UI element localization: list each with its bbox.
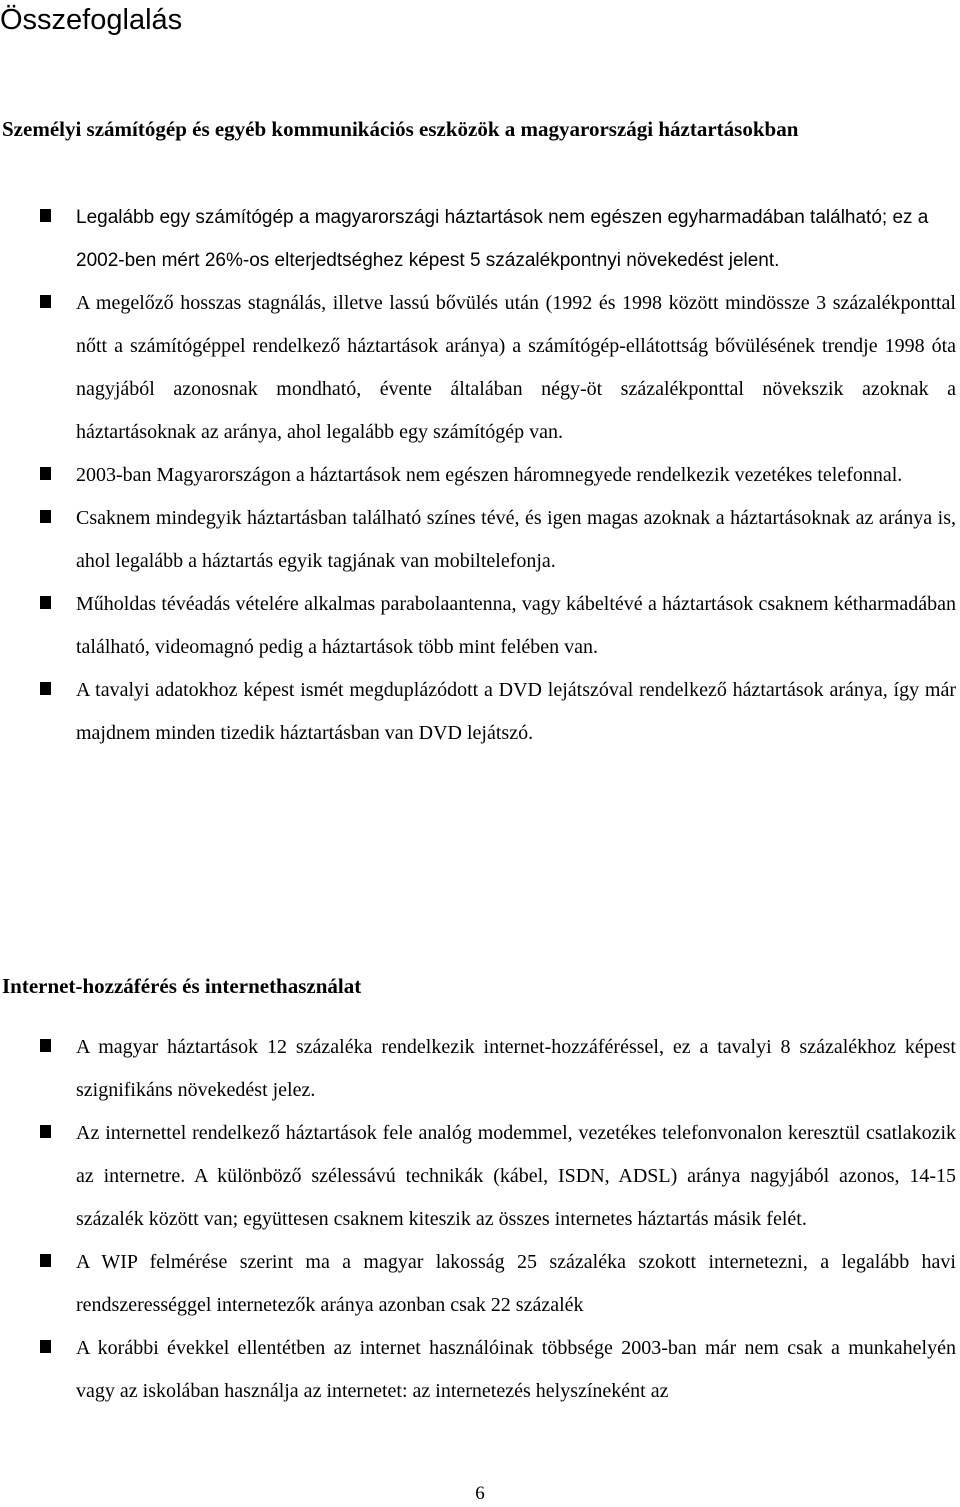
list-item-text: A magyar háztartások 12 százaléka rendelkezik internet-hozzáféréssel, ez a tavalyi 8 százalékhoz képest szignifikáns növekedést jelez. [76, 1036, 956, 1101]
list-item [0, 196, 956, 282]
list-item [0, 583, 956, 669]
list-item-text: Az internettel rendelkező háztartások fele analóg modemmel, vezetékes telefonvonalon keresztül csatlakozik az internetre. A különböző szélessávú technikák (kábel, ISDN, ADSL) aránya nagyjából azonos, 14-15 százalék között van; együttesen csaknem kiteszik az összes internetes háztartás másik felét. [76, 1122, 956, 1230]
square-bullet-icon [40, 1125, 51, 1138]
list-item [0, 1026, 956, 1112]
section-heading-household-devices: Személyi számítógép és egyéb kommunikációs eszközök a magyarországi háztartásokban [2, 117, 799, 141]
square-bullet-icon [40, 295, 51, 308]
list-item [0, 282, 956, 454]
list-item-text: A korábbi évekkel ellentétben az internet használóinak többsége 2003-ban már nem csak a munkahelyén vagy az iskolában használja az internetet: az internetezés helyszíneként az [76, 1337, 956, 1402]
page-number: 6 [475, 1483, 485, 1504]
square-bullet-icon [40, 467, 51, 480]
list-item-text: A WIP felmérése szerint ma a magyar lakosság 25 százaléka szokott internetezni, a legalább havi rendszerességgel internetezők aránya azonban csak 22 százalék [76, 1251, 956, 1316]
list-item [0, 669, 956, 755]
section-heading-internet: Internet-hozzáférés és internethasználat [2, 974, 362, 998]
list-item [0, 1112, 956, 1241]
list-item-text: A tavalyi adatokhoz képest ismét megduplázódott a DVD lejátszóval rendelkező háztartások aránya, így már majdnem minden tizedik háztartásban van DVD lejátszó. [76, 679, 956, 744]
square-bullet-icon [40, 682, 51, 695]
bullet-list-internet [0, 1026, 956, 1413]
square-bullet-icon [40, 1254, 51, 1267]
square-bullet-icon [40, 1039, 51, 1052]
list-item [0, 1327, 956, 1413]
list-item-text: Legalább egy számítógép a magyarországi háztartások nem egészen egyharmadában található; ez a 2002-ben mért 26%-os elterjedtséghez képest 5 százalékpontnyi növekedést jelent. [76, 207, 929, 271]
list-item-text: Műholdas tévéadás vételére alkalmas parabolaantenna, vagy kábeltévé a háztartások csaknem kétharmadában található, videomagnó pedig a háztartások több mint felében van. [76, 593, 956, 658]
list-item [0, 1241, 956, 1327]
bullet-list-household-devices [0, 196, 956, 755]
list-item-text: 2003-ban Magyarországon a háztartások nem egészen háromnegyede rendelkezik vezetékes telefonnal. [76, 464, 903, 486]
page-title: Összefoglalás [0, 4, 183, 36]
square-bullet-icon [40, 510, 51, 523]
square-bullet-icon [40, 209, 51, 222]
square-bullet-icon [40, 1340, 51, 1353]
list-item [0, 454, 956, 497]
list-item-text: A megelőző hosszas stagnálás, illetve lassú bővülés után (1992 és 1998 között mindössze 3 százalékponttal nőtt a számítógéppel rendelkező háztartások aránya) a számítógép-ellátottság bővülésének trendje 1998 óta nagyjából azonosnak mondható, évente általában négy-öt százalékponttal növekszik azoknak a háztartásoknak az aránya, ahol legalább egy számítógép van. [76, 292, 956, 443]
square-bullet-icon [40, 596, 51, 609]
list-item [0, 497, 956, 583]
list-item-text: Csaknem mindegyik háztartásban található színes tévé, és igen magas azoknak a háztartásoknak az aránya is, ahol legalább a háztartás egyik tagjának van mobiltelefonja. [76, 507, 956, 572]
